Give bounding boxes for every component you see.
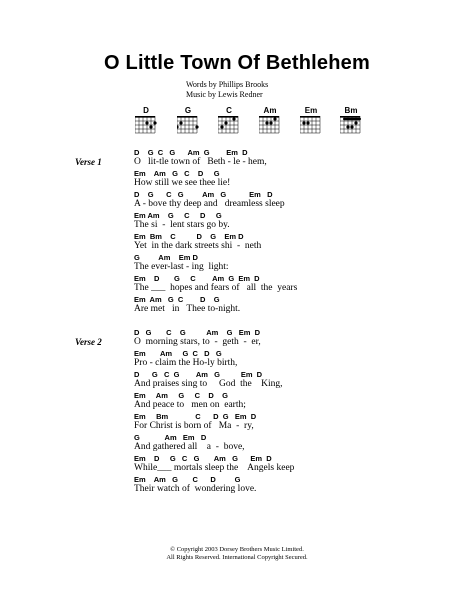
chord-row: D G C G Am G Em D <box>134 328 260 337</box>
lyric-text: O lit-tle town of Beth - le - hem, <box>134 157 267 167</box>
lyric-text: And praises sing to God the King, <box>134 379 283 389</box>
chord-grid <box>340 116 362 136</box>
chord-chart-bm <box>337 106 365 136</box>
lyric-text: Yet in the dark streets shi - neth <box>134 241 262 251</box>
lyric-text: The ever-last - ing light: <box>134 262 229 272</box>
lyric-line <box>134 391 454 411</box>
chord-row: Em Am G C D G <box>134 169 220 178</box>
copyright-line: © Copyright 2003 Dorsey Brothers Music Limited. <box>170 546 304 553</box>
chord-row: Em Am G C D G <box>134 211 222 220</box>
chord-row: D G C G Am G Em D <box>134 190 273 199</box>
lyric-text: While___ mortals sleep the Angels keep <box>134 463 295 473</box>
chord-row: Em Bm C D G Em D <box>134 412 257 421</box>
verse-1-label: Verse 1 <box>75 157 102 167</box>
lyric-line <box>134 328 454 348</box>
lyric-line <box>134 370 454 390</box>
song-title: O Little Town Of Bethlehem <box>104 52 370 74</box>
chord-row: G Am Em D <box>134 253 198 262</box>
chord-chart-name: Em <box>304 106 318 115</box>
lyric-text: And peace to men on earth; <box>134 400 246 410</box>
chord-row: Em Am G C D G <box>134 349 222 358</box>
lyric-text: O morning stars, to - geth - er, <box>134 337 261 347</box>
lyric-line <box>134 190 454 210</box>
chord-grid <box>135 116 157 136</box>
lyric-text: A - bove thy deep and dreamless sleep <box>134 199 285 209</box>
lyric-line <box>134 349 454 369</box>
chord-grid <box>300 116 322 136</box>
lyric-text: The si - lent stars go by. <box>134 220 230 230</box>
verse-2-label: Verse 2 <box>75 337 102 347</box>
lyric-line <box>134 475 454 495</box>
lyric-text: How still we see thee lie! <box>134 178 231 188</box>
chord-row: D G C G Am G Em D <box>134 370 263 379</box>
lyric-line <box>134 148 454 168</box>
lyric-text: The ___ hopes and fears of all the years <box>134 283 298 293</box>
chord-chart-d <box>132 106 160 136</box>
lyric-line <box>134 412 454 432</box>
chord-row: Em Am G C D G <box>134 475 241 484</box>
chord-row: G Am Em D <box>134 433 207 442</box>
lyric-line <box>134 454 454 474</box>
lyric-line <box>134 232 454 252</box>
chord-grid <box>218 116 240 136</box>
lyric-line <box>134 433 454 453</box>
chord-grid <box>177 116 199 136</box>
chord-chart-em <box>297 106 325 136</box>
chord-grid <box>259 116 281 136</box>
lyric-text: Are met in Thee to-night. <box>134 304 241 314</box>
lyric-line <box>134 211 454 231</box>
chord-chart-name: D <box>143 106 149 115</box>
lyric-text: Pro - claim the Ho-ly birth, <box>134 358 238 368</box>
copyright-line: All Rights Reserved. International Copyright Secured. <box>166 554 308 561</box>
music-credit: Music by Lewis Redner <box>186 90 263 99</box>
chord-row: Em D G C Am G Em D <box>134 274 260 283</box>
chord-chart-name: Am <box>263 106 277 115</box>
chord-chart-name: G <box>184 106 192 115</box>
chord-row: Em Am G C D G <box>134 391 228 400</box>
lyric-line <box>134 253 454 273</box>
words-credit: Words by Phillips Brooks <box>186 80 269 89</box>
chord-chart-name: Bm <box>344 106 358 115</box>
lyric-text: For Christ is born of Ma - ry, <box>134 421 254 431</box>
lyric-text: And gathered all a - bove, <box>134 442 245 452</box>
chord-row: Em Bm C D G Em D <box>134 232 244 241</box>
lyric-text: Their watch of wondering love. <box>134 484 257 494</box>
chord-chart-am <box>256 106 284 136</box>
chord-row: D G C G Am G Em D <box>134 148 248 157</box>
chord-chart-name: C <box>226 106 232 115</box>
chord-chart-c <box>215 106 243 136</box>
lyric-line <box>134 274 454 294</box>
lyric-line <box>134 169 454 189</box>
chord-row: Em Am G C D G <box>134 295 220 304</box>
chord-row: Em D G C G Am G Em D <box>134 454 272 463</box>
chord-chart-g <box>174 106 202 136</box>
lyric-line <box>134 295 454 315</box>
